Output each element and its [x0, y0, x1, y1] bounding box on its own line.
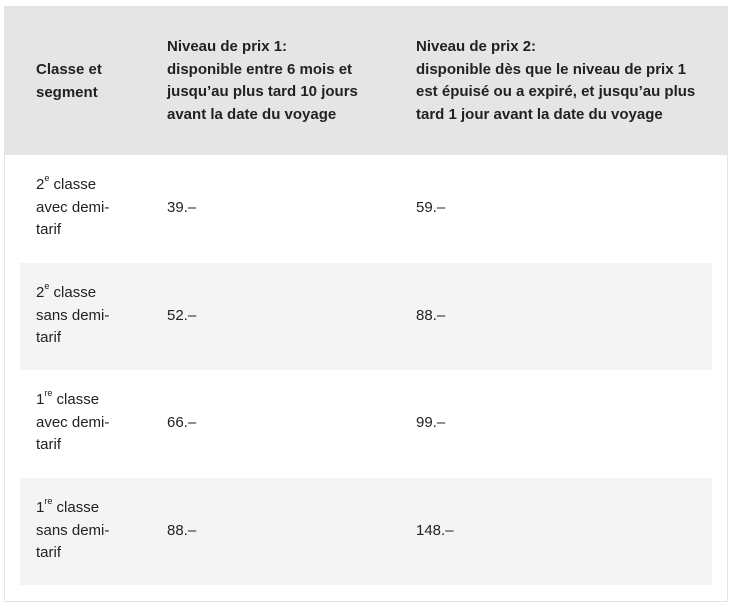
segment-label: tarif — [36, 221, 62, 238]
price-level-2-value: 99.– — [416, 414, 446, 431]
class-word: classe — [49, 176, 97, 193]
header-text-line: Niveau de prix 2: — [416, 38, 537, 55]
price-level-2-value: 88.– — [416, 307, 446, 324]
price-level-2-value: 148.– — [416, 522, 454, 539]
segment-label: avec demi- — [36, 413, 110, 431]
class-number: 2 — [36, 284, 45, 301]
header-text-line: disponible dès que le niveau de prix 1 — [416, 60, 687, 78]
class-ordinal-suffix: e — [44, 281, 50, 291]
class-ordinal-suffix: re — [44, 496, 53, 506]
segment-label: tarif — [36, 544, 62, 561]
class-number: 2 — [36, 176, 45, 193]
header-text-line: Niveau de prix 1: — [167, 38, 288, 55]
header-price-level-2 — [416, 36, 695, 126]
table-row — [20, 155, 712, 262]
segment-label: sans demi- — [36, 521, 110, 539]
class-number: 1 — [36, 391, 45, 408]
price-level-1-value: 52.– — [167, 307, 197, 324]
class-label — [36, 389, 109, 412]
segment-label: tarif — [36, 329, 62, 346]
header-text-line: disponible entre 6 mois et — [167, 60, 353, 78]
header-text-line: avant la date du voyage — [167, 105, 337, 123]
class-label — [36, 174, 109, 197]
table-row — [20, 370, 712, 477]
class-ordinal-suffix: re — [44, 388, 53, 398]
header-text-line: tard 1 jour avant la date du voyage — [416, 105, 663, 123]
table-row — [20, 478, 712, 585]
class-label — [36, 497, 109, 520]
header-text-line: jusqu’au plus tard 10 jours — [167, 83, 358, 100]
segment-label: avec demi- — [36, 198, 110, 216]
class-segment-cell — [36, 497, 109, 565]
class-word: classe — [52, 391, 100, 408]
price-level-1-value: 39.– — [167, 199, 197, 216]
price-table — [4, 6, 728, 602]
class-ordinal-suffix: e — [44, 173, 50, 183]
header-text-line: segment — [36, 83, 98, 101]
class-word: classe — [52, 499, 100, 516]
price-level-1-value: 66.– — [167, 414, 197, 431]
segment-label: tarif — [36, 436, 62, 453]
price-level-1-value: 88.– — [167, 522, 197, 539]
class-segment-cell — [36, 174, 109, 242]
header-text-line: Classe et — [36, 61, 102, 78]
class-label — [36, 282, 109, 305]
price-level-2-value: 59.– — [416, 199, 446, 216]
table-header — [5, 7, 727, 155]
table-row — [20, 263, 712, 370]
header-class-segment — [36, 59, 102, 104]
header-text-line: est épuisé ou a expiré, et jusqu’au plus — [416, 83, 696, 100]
segment-label: sans demi- — [36, 306, 110, 324]
class-number: 1 — [36, 499, 45, 516]
header-price-level-1 — [167, 36, 358, 126]
class-word: classe — [49, 284, 97, 301]
class-segment-cell — [36, 389, 109, 457]
class-segment-cell — [36, 282, 109, 350]
